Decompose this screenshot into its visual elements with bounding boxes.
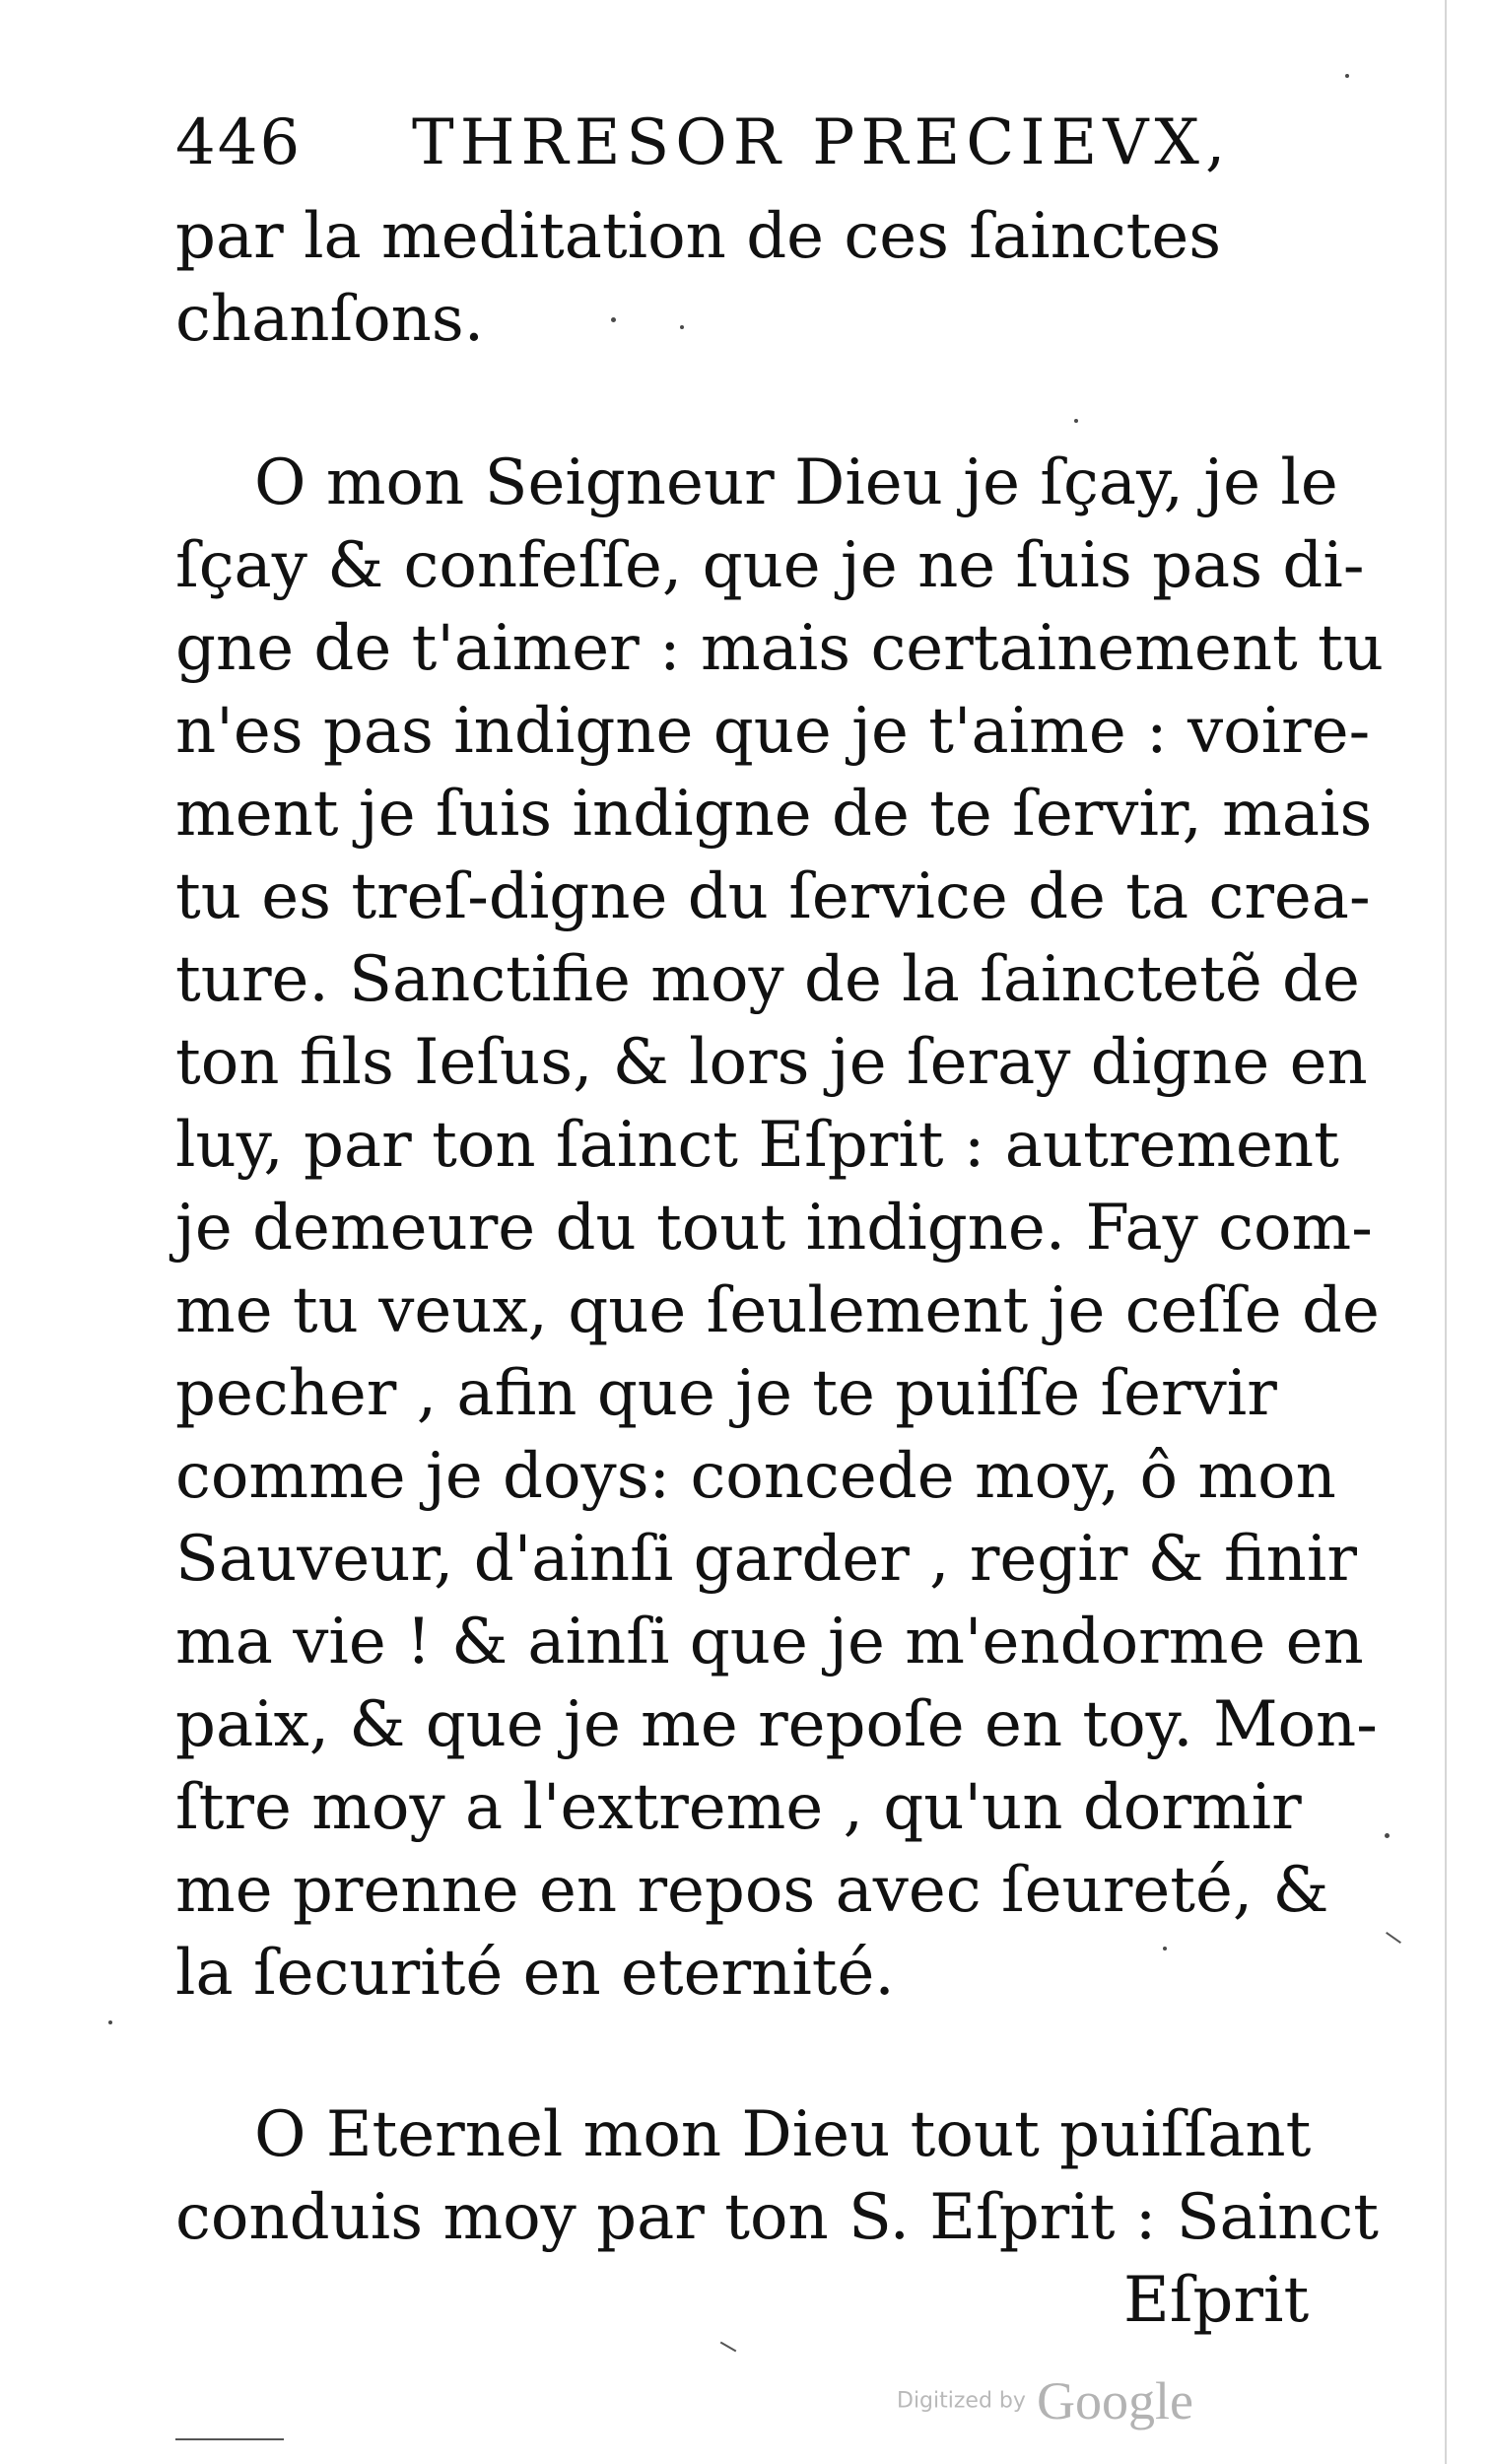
text-line: pecher , afin que je te puiſſe ſervir: [175, 1357, 1277, 1430]
paragraph-first-line: O mon Seigneur Dieu je ſçay, je le: [254, 446, 1338, 519]
text-line: chanſons.: [175, 283, 485, 356]
scan-mark: [175, 2438, 284, 2440]
text-line: Sauveur, d'ainſi garder , regir & finir: [175, 1523, 1357, 1596]
text-line: gne de t'aimer : mais certainement tu: [175, 612, 1384, 685]
text-line: je demeure du tout indigne. Fay com-: [175, 1192, 1373, 1265]
text-line: ment je ſuis indigne de te ſervir, mais: [175, 778, 1373, 851]
scan-speck: [108, 2020, 112, 2024]
text-line: ton fils Ieſus, & lors je ſeray digne en: [175, 1026, 1368, 1099]
text-line: ſtre moy a l'extreme , qu'un dormir: [175, 1771, 1302, 1844]
scan-speck: [1345, 74, 1349, 78]
text-line: ma vie ! & ainſi que je m'endorme en: [175, 1606, 1364, 1678]
scan-speck: [680, 325, 684, 329]
text-line: par la meditation de ces ſainctes: [175, 200, 1222, 273]
text-line: ſçay & confeſſe, que je ne ſuis pas di-: [175, 529, 1365, 602]
catchword: Eſprit: [1123, 2264, 1310, 2337]
scan-speck: [1074, 419, 1078, 423]
scan-speck: [611, 317, 616, 322]
google-logo: Google: [1037, 2371, 1193, 2430]
text-line: me prenne en repos avec ſeureté, &: [175, 1854, 1329, 1927]
text-line: conduis moy par ton S. Eſprit : Sainct: [175, 2181, 1379, 2254]
scan-speck: [1385, 1833, 1390, 1838]
digitized-by-label: Digitized by: [897, 2388, 1026, 2414]
paragraph-first-line: O Eternel mon Dieu tout puiſſant: [254, 2098, 1312, 2171]
page-header: [175, 103, 1358, 182]
scan-speck: [1163, 1947, 1167, 1951]
running-head: THRESOR PRECIEVX,: [412, 106, 1232, 179]
text-line: tu es treſ-digne du ſervice de ta crea-: [175, 860, 1371, 933]
text-line: me tu veux, que ſeulement je ceſſe de: [175, 1274, 1380, 1347]
scan-mark: [1386, 1932, 1401, 1944]
text-line: paix, & que je me repoſe en toy. Mon-: [175, 1688, 1378, 1761]
text-line: comme je doys: concede moy, ô mon: [175, 1440, 1336, 1513]
text-line: ture. Sanctifie moy de la ſainctetẽ de: [175, 943, 1360, 1016]
page-edge-line: [1445, 0, 1447, 2464]
text-line: la ſecurité en eternité.: [175, 1937, 895, 2010]
digitized-watermark: [897, 2370, 1193, 2430]
text-line: n'es pas indigne que je t'aime : voire-: [175, 695, 1371, 768]
text-line: luy, par ton ſainct Eſprit : autrement: [175, 1109, 1339, 1182]
page-number: 446: [175, 106, 303, 179]
scan-mark: [720, 2342, 737, 2353]
